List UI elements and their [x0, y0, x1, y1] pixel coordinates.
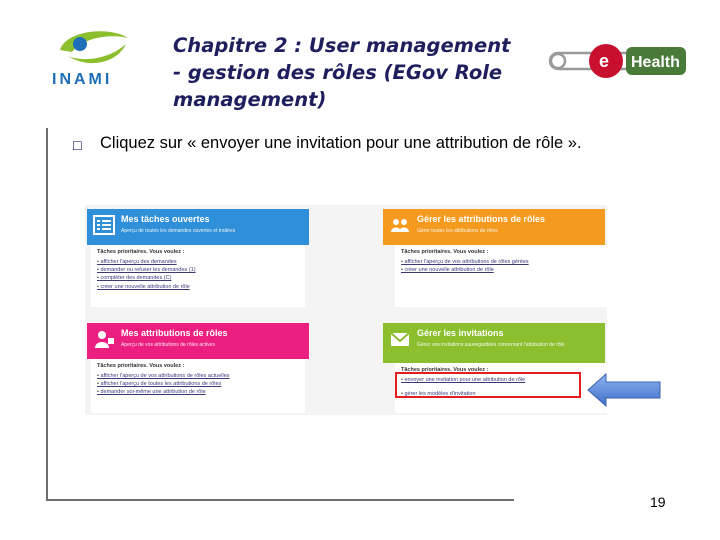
ehealth-e: e [599, 51, 610, 71]
pointer-arrow-icon [586, 372, 662, 408]
panel-open-tasks [91, 245, 305, 307]
task-list [97, 258, 196, 291]
envelope-icon [389, 328, 411, 350]
tile-title: Mes tâches ouvertes [121, 214, 210, 224]
task-link[interactable]: • afficher l'aperçu des demandes [97, 258, 196, 266]
tile-open-tasks[interactable] [87, 209, 309, 245]
highlight-box [395, 372, 581, 398]
title-line-3: management) [173, 88, 327, 111]
tile-subtitle: Gérez vos invitations sauvegardées concernant l'attribution de rôle [417, 342, 565, 348]
frame-horizontal-line [46, 499, 514, 501]
task-link[interactable]: • afficher l'aperçu de vos attributions de rôles actuelles [97, 372, 230, 380]
panel-manage-role-attributions [395, 245, 609, 307]
page-number: 19 [650, 494, 666, 510]
ehealth-text: Health [631, 54, 680, 71]
task-link[interactable]: • afficher l'aperçu de toutes les attributions de rôles [97, 380, 230, 388]
page-title [173, 32, 543, 113]
task-link[interactable]: • demander ou refuser les demandes (1) [97, 266, 196, 274]
tile-title: Gérer les attributions de rôles [417, 214, 546, 224]
ehealth-logo [548, 40, 686, 82]
list-icon [93, 214, 115, 236]
task-link[interactable]: • créer une nouvelle attribution de rôle [97, 283, 196, 291]
tile-title: Mes attributions de rôles [121, 328, 228, 338]
send-invitation-link[interactable]: • envoyer une invitation pour une attribution de rôle [401, 376, 525, 384]
task-list [97, 372, 230, 397]
tile-subtitle: Gérer toutes les attributions de rôles [417, 228, 498, 234]
tile-manage-role-attributions[interactable] [383, 209, 605, 245]
checkbox-bullet-icon: ☐ [72, 139, 83, 153]
inami-logo-text: INAMI [52, 71, 113, 88]
user-role-icon [93, 328, 115, 350]
task-link[interactable]: • compléter des demandes (C) [97, 274, 196, 282]
title-line-2: - gestion des rôles (EGov Role [173, 61, 503, 84]
users-icon [389, 214, 411, 236]
task-list [401, 258, 529, 274]
tile-manage-invitations[interactable] [383, 323, 605, 363]
inami-logo [48, 22, 138, 92]
title-line-1: Chapitre 2 : User management [173, 34, 511, 57]
tile-subtitle: Aperçu de toutes les demandes ouvertes et traitées [121, 228, 236, 234]
instruction-text: Cliquez sur « envoyer une invitation pour une attribution de rôle ». [100, 134, 582, 152]
tile-subtitle: Aperçu de vos attributions de rôles actives [121, 342, 215, 348]
panel-title: Tâches prioritaires. Vous voulez : [97, 249, 185, 255]
panel-my-role-attributions [91, 359, 305, 413]
frame-vertical-line [46, 128, 48, 500]
task-link[interactable]: • afficher l'aperçu de vos attributions de rôles gérées [401, 258, 529, 266]
task-link[interactable]: • gérer les modèles d'invitation [401, 390, 525, 398]
task-link[interactable]: • demander soi-même une attribution de rôle [97, 388, 230, 396]
tile-title: Gérer les invitations [417, 328, 504, 338]
tile-my-role-attributions[interactable] [87, 323, 309, 359]
panel-title: Tâches prioritaires. Vous voulez : [97, 363, 185, 369]
task-link[interactable]: • créer une nouvelle attribution de rôle [401, 266, 529, 274]
panel-title: Tâches prioritaires. Vous voulez : [401, 367, 489, 373]
panel-title: Tâches prioritaires. Vous voulez : [401, 249, 489, 255]
